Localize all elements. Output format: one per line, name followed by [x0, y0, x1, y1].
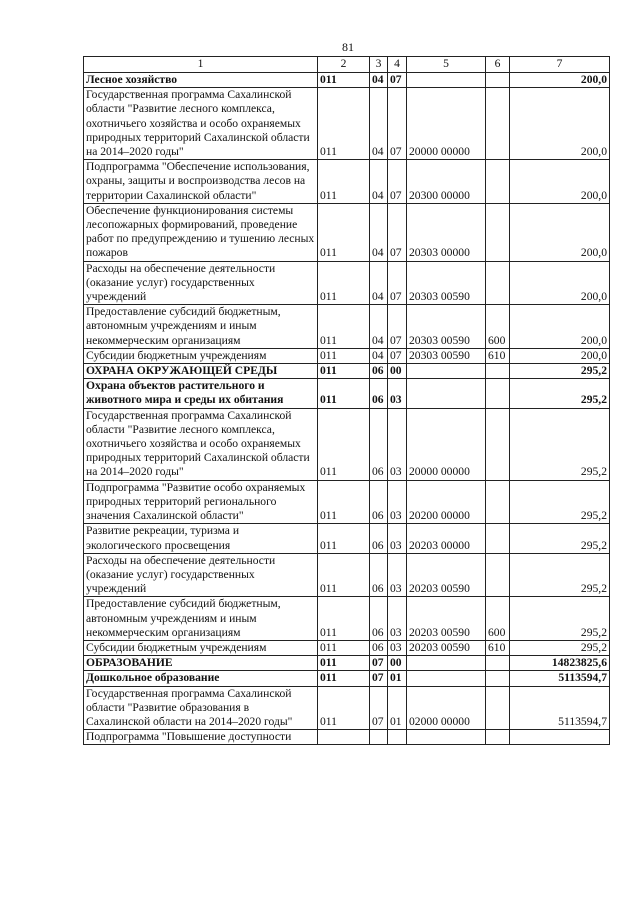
- row-amount: 200,0: [510, 348, 610, 363]
- row-amount: 295,2: [510, 364, 610, 379]
- row-target-code: 20203 00000: [407, 524, 486, 553]
- table-row: [84, 203, 610, 261]
- row-target-code: 20000 00000: [407, 88, 486, 160]
- row-amount: 5113594,7: [510, 671, 610, 686]
- row-amount: 14823825,6: [510, 656, 610, 671]
- row-amount: 200,0: [510, 73, 610, 88]
- row-expense-type-code: [486, 261, 510, 305]
- row-target-code: 20303 00590: [407, 305, 486, 349]
- row-description: Расходы на обеспечение деятельности (оказание услуг) государственных учреждений: [84, 553, 318, 597]
- row-expense-type-code: [486, 686, 510, 730]
- row-target-code: 20203 00590: [407, 553, 486, 597]
- row-description: Государственная программа Сахалинской области "Развитие лесного комплекса, охотничьего хозяйства и особо охраняемых природных территорий Сахалинской области на 2014–2020 годы": [84, 88, 318, 160]
- budget-table: [83, 56, 610, 745]
- row-section-code: 04: [370, 348, 388, 363]
- row-expense-type-code: 610: [486, 640, 510, 655]
- row-ministry-code: 011: [318, 379, 370, 408]
- row-target-code: 20303 00590: [407, 261, 486, 305]
- row-expense-type-code: [486, 364, 510, 379]
- row-amount: 200,0: [510, 305, 610, 349]
- row-section-code: 06: [370, 597, 388, 641]
- table-row: [84, 671, 610, 686]
- row-target-code: 20300 00000: [407, 160, 486, 204]
- row-expense-type-code: [486, 524, 510, 553]
- column-header-2: 2: [318, 57, 370, 73]
- row-subsection-code: 03: [388, 553, 407, 597]
- row-subsection-code: 07: [388, 305, 407, 349]
- row-subsection-code: 01: [388, 671, 407, 686]
- table-row: [84, 379, 610, 408]
- row-target-code: [407, 364, 486, 379]
- row-subsection-code: 07: [388, 160, 407, 204]
- table-header-row: [84, 57, 610, 73]
- row-subsection-code: 07: [388, 73, 407, 88]
- row-description: Субсидии бюджетным учреждениям: [84, 640, 318, 655]
- row-section-code: 07: [370, 671, 388, 686]
- row-subsection-code: [388, 730, 407, 745]
- row-expense-type-code: 610: [486, 348, 510, 363]
- table-row: [84, 88, 610, 160]
- row-section-code: 04: [370, 203, 388, 261]
- row-expense-type-code: [486, 379, 510, 408]
- row-target-code: 02000 00000: [407, 686, 486, 730]
- row-amount: 5113594,7: [510, 686, 610, 730]
- row-amount: 295,2: [510, 597, 610, 641]
- row-description: Расходы на обеспечение деятельности (оказание услуг) государственных учреждений: [84, 261, 318, 305]
- row-section-code: 04: [370, 305, 388, 349]
- row-ministry-code: 011: [318, 408, 370, 480]
- row-amount: 295,2: [510, 553, 610, 597]
- row-ministry-code: 011: [318, 88, 370, 160]
- row-description: Дошкольное образование: [84, 671, 318, 686]
- table-body: [84, 73, 610, 745]
- row-description: ОБРАЗОВАНИЕ: [84, 656, 318, 671]
- row-amount: 295,2: [510, 379, 610, 408]
- row-subsection-code: 00: [388, 364, 407, 379]
- row-ministry-code: 011: [318, 597, 370, 641]
- row-section-code: 04: [370, 261, 388, 305]
- column-header-1: 1: [84, 57, 318, 73]
- row-ministry-code: 011: [318, 160, 370, 204]
- row-section-code: 04: [370, 160, 388, 204]
- row-description: Государственная программа Сахалинской области "Развитие лесного комплекса, охотничьего хозяйства и особо охраняемых природных территорий Сахалинской области на 2014–2020 годы": [84, 408, 318, 480]
- row-ministry-code: 011: [318, 553, 370, 597]
- row-section-code: 06: [370, 408, 388, 480]
- row-description: Подпрограмма "Развитие особо охраняемых природных территорий регионального значения Сахалинской области": [84, 480, 318, 524]
- row-target-code: [407, 379, 486, 408]
- row-amount: 295,2: [510, 480, 610, 524]
- row-ministry-code: 011: [318, 656, 370, 671]
- row-expense-type-code: [486, 73, 510, 88]
- row-expense-type-code: [486, 203, 510, 261]
- row-amount: 295,2: [510, 524, 610, 553]
- row-expense-type-code: [486, 656, 510, 671]
- row-description: Предоставление субсидий бюджетным, автономным учреждениям и иным некоммерческим организациям: [84, 597, 318, 641]
- table-row: [84, 408, 610, 480]
- row-description: ОХРАНА ОКРУЖАЮЩЕЙ СРЕДЫ: [84, 364, 318, 379]
- column-header-7: 7: [510, 57, 610, 73]
- table-row: [84, 730, 610, 745]
- row-description: Обеспечение функционирования системы лесопожарных формирований, проведение работ по предупреждению и тушению лесных пожаров: [84, 203, 318, 261]
- row-expense-type-code: [486, 160, 510, 204]
- budget-table-container: [83, 56, 613, 905]
- table-row: [84, 553, 610, 597]
- row-section-code: 07: [370, 656, 388, 671]
- row-section-code: [370, 730, 388, 745]
- row-target-code: 20000 00000: [407, 408, 486, 480]
- table-row: [84, 480, 610, 524]
- table-row: [84, 597, 610, 641]
- table-row: [84, 686, 610, 730]
- table-row: [84, 348, 610, 363]
- row-subsection-code: 07: [388, 348, 407, 363]
- row-target-code: [407, 671, 486, 686]
- row-expense-type-code: [486, 671, 510, 686]
- row-subsection-code: 07: [388, 88, 407, 160]
- row-target-code: [407, 656, 486, 671]
- table-row: [84, 305, 610, 349]
- row-section-code: 06: [370, 480, 388, 524]
- row-section-code: 06: [370, 524, 388, 553]
- row-expense-type-code: [486, 88, 510, 160]
- column-header-3: 3: [370, 57, 388, 73]
- column-header-4: 4: [388, 57, 407, 73]
- row-description: Подпрограмма "Повышение доступности: [84, 730, 318, 745]
- row-ministry-code: 011: [318, 524, 370, 553]
- row-subsection-code: 07: [388, 261, 407, 305]
- row-subsection-code: 07: [388, 203, 407, 261]
- row-amount: 200,0: [510, 261, 610, 305]
- row-section-code: 06: [370, 364, 388, 379]
- row-section-code: 07: [370, 686, 388, 730]
- row-subsection-code: 03: [388, 524, 407, 553]
- row-target-code: 20303 00000: [407, 203, 486, 261]
- row-section-code: 06: [370, 379, 388, 408]
- row-ministry-code: 011: [318, 686, 370, 730]
- table-row: [84, 364, 610, 379]
- row-ministry-code: 011: [318, 671, 370, 686]
- row-description: Подпрограмма "Обеспечение использования, охраны, защиты и воспроизводства лесов на территории Сахалинской области": [84, 160, 318, 204]
- row-section-code: 06: [370, 640, 388, 655]
- table-row: [84, 73, 610, 88]
- row-ministry-code: 011: [318, 203, 370, 261]
- row-ministry-code: 011: [318, 640, 370, 655]
- row-subsection-code: 03: [388, 597, 407, 641]
- row-target-code: 20200 00000: [407, 480, 486, 524]
- row-amount: 200,0: [510, 160, 610, 204]
- row-amount: 295,2: [510, 408, 610, 480]
- row-description: Лесное хозяйство: [84, 73, 318, 88]
- row-ministry-code: 011: [318, 305, 370, 349]
- row-subsection-code: 00: [388, 656, 407, 671]
- row-subsection-code: 03: [388, 640, 407, 655]
- row-target-code: 20203 00590: [407, 640, 486, 655]
- row-subsection-code: 01: [388, 686, 407, 730]
- row-amount: 200,0: [510, 88, 610, 160]
- table-row: [84, 261, 610, 305]
- row-description: Охрана объектов растительного и животного мира и среды их обитания: [84, 379, 318, 408]
- row-section-code: 06: [370, 553, 388, 597]
- row-target-code: [407, 73, 486, 88]
- row-ministry-code: 011: [318, 364, 370, 379]
- row-amount: [510, 730, 610, 745]
- row-ministry-code: 011: [318, 261, 370, 305]
- row-ministry-code: 011: [318, 73, 370, 88]
- row-section-code: 04: [370, 88, 388, 160]
- row-subsection-code: 03: [388, 480, 407, 524]
- row-ministry-code: [318, 730, 370, 745]
- row-description: Предоставление субсидий бюджетным, автономным учреждениям и иным некоммерческим организациям: [84, 305, 318, 349]
- row-ministry-code: 011: [318, 348, 370, 363]
- row-target-code: [407, 730, 486, 745]
- row-ministry-code: 011: [318, 480, 370, 524]
- column-header-5: 5: [407, 57, 486, 73]
- column-header-6: 6: [486, 57, 510, 73]
- row-amount: 295,2: [510, 640, 610, 655]
- row-section-code: 04: [370, 73, 388, 88]
- row-expense-type-code: [486, 408, 510, 480]
- row-expense-type-code: 600: [486, 305, 510, 349]
- table-row: [84, 656, 610, 671]
- row-description: Государственная программа Сахалинской области "Развитие образования в Сахалинской области на 2014–2020 годы": [84, 686, 318, 730]
- row-expense-type-code: [486, 730, 510, 745]
- row-description: Развитие рекреации, туризма и экологического просвещения: [84, 524, 318, 553]
- row-target-code: 20303 00590: [407, 348, 486, 363]
- table-row: [84, 160, 610, 204]
- row-expense-type-code: 600: [486, 597, 510, 641]
- page-number: 81: [342, 40, 354, 54]
- row-subsection-code: 03: [388, 379, 407, 408]
- table-row: [84, 640, 610, 655]
- row-expense-type-code: [486, 553, 510, 597]
- row-expense-type-code: [486, 480, 510, 524]
- row-subsection-code: 03: [388, 408, 407, 480]
- table-row: [84, 524, 610, 553]
- row-target-code: 20203 00590: [407, 597, 486, 641]
- row-description: Субсидии бюджетным учреждениям: [84, 348, 318, 363]
- row-amount: 200,0: [510, 203, 610, 261]
